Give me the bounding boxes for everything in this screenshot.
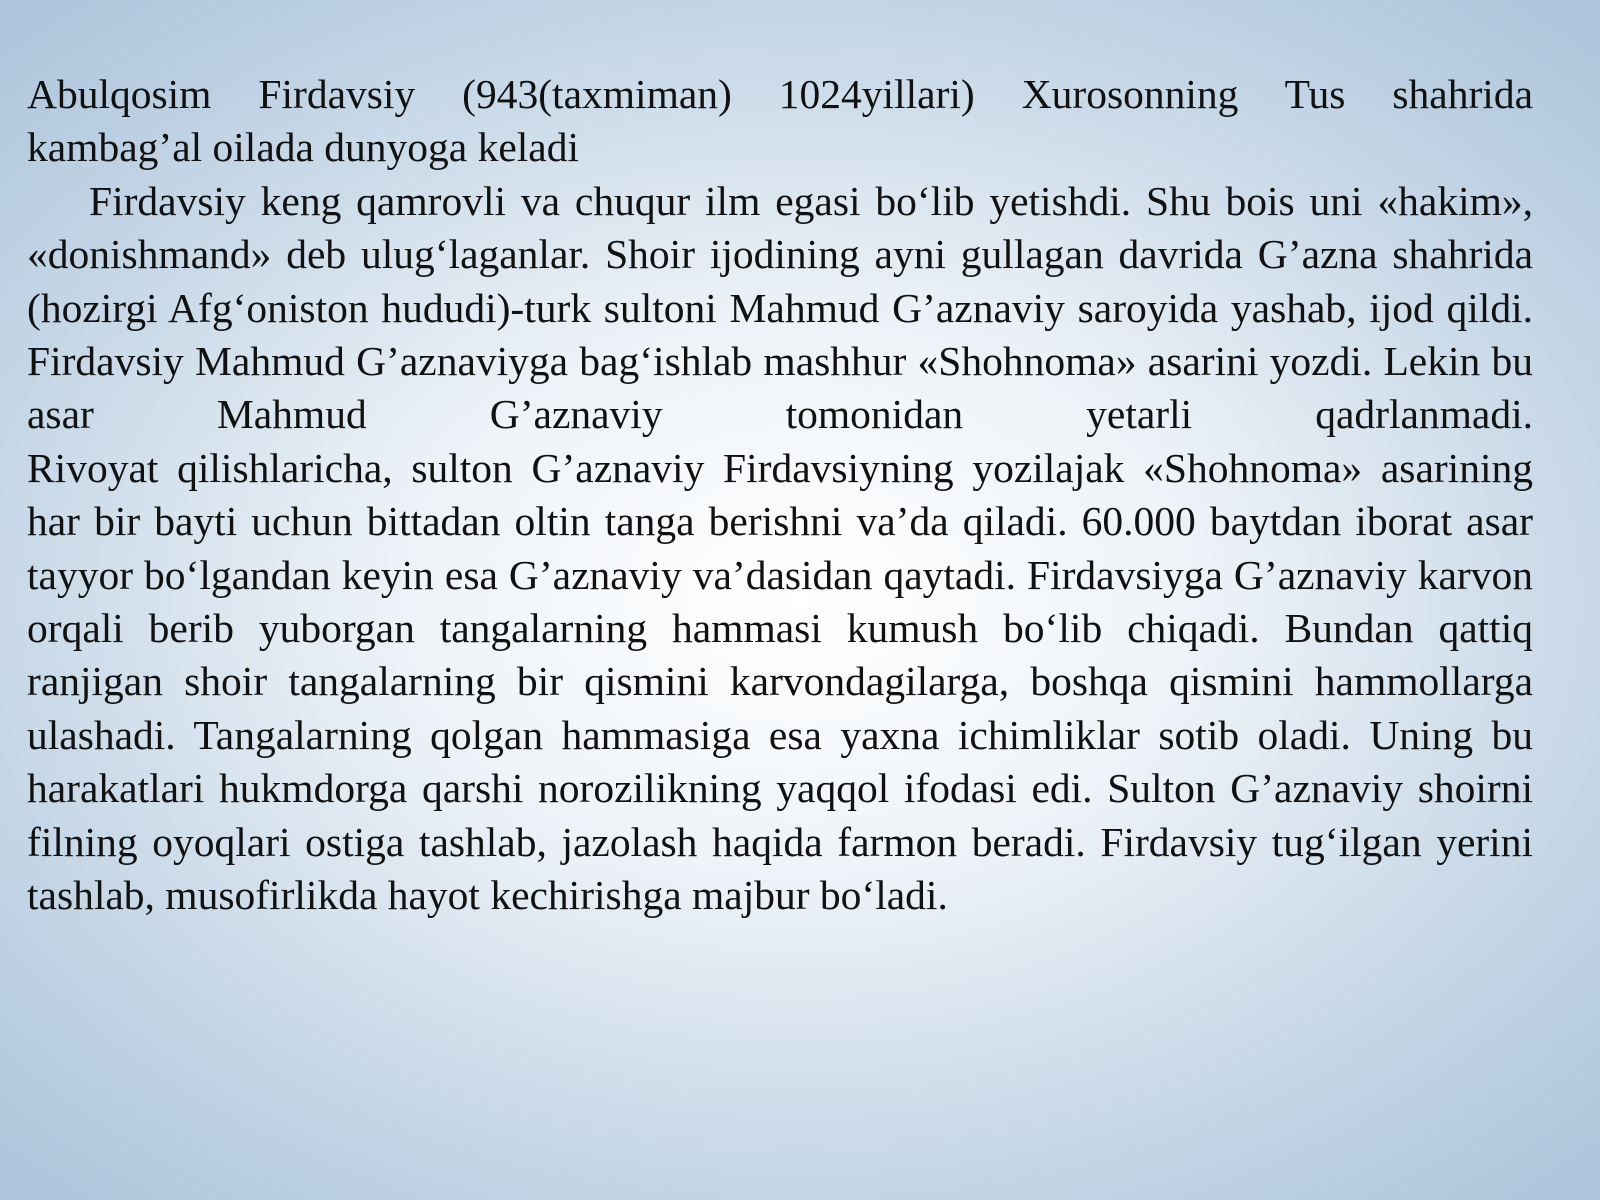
- biography-text-1: Firdavsiy keng qamrovli va chuqur ilm egasi bo‘lib yetishdi. Shu bois uni «hakim», «donishmand» deb ulug‘laganlar. Shoir ijodining ayni gullagan davrida G’azna shahrida (hozirgi Afg‘oniston hududi)-turk sultoni Mahmud G’aznaviy saroyida yashab, ijod qildi.: [27, 177, 1533, 331]
- biography-paragraph-2: [27, 335, 1533, 442]
- intro-line-1: Abulqosim Firdavsiy (943(taxmiman) 1024yillari) Xurosonning Tus shahrida: [27, 71, 1533, 117]
- biography-paragraph-3: [27, 442, 1533, 923]
- biography-paragraph-1: [27, 175, 1533, 335]
- biography-text-2: Firdavsiy Mahmud G’aznaviyga bag‘ishlab mashhur «Shohnoma» asarini yozdi. Lekin bu asar Mahmud G’aznaviy tomonidan yetarli qadrlanmadi.: [27, 338, 1533, 438]
- biography-text-3: Rivoyat qilishlaricha, sulton G’aznaviy Firdavsiyning yozilajak «Shohnoma» asarining har bir bayti uchun bittadan oltin tanga berishni va’da qiladi. 60.000 baytdan iborat asar tayyor bo‘lgandan keyin esa G’aznaviy va’dasidan qaytadi. Firdavsiyga G’aznaviy karvon orqali berib yuborgan tangalarning hammasi kumush bo‘lib chiqadi. Bundan qattiq ranjigan shoir tangalarning bir qismini karvondagilarga, boshqa qismini hammollarga ulashadi. Tangalarning qolgan hammasiga esa yaxna ichimliklar sotib oladi. Uning bu harakatlari hukmdorga qarshi norozilikning yaqqol ifodasi edi. Sulton G’aznaviy shoirni filning oyoqlari ostiga tashlab, jazolash haqida farmon beradi. Firdavsiy tug‘ilgan yerini tashlab, musofirlikda hayot kechirishga majbur bo‘ladi.: [27, 444, 1533, 919]
- slide-text-body: [27, 68, 1533, 923]
- intro-line-2: kambag’al oilada dunyoga keladi: [27, 124, 579, 171]
- intro-paragraph: [27, 68, 1533, 175]
